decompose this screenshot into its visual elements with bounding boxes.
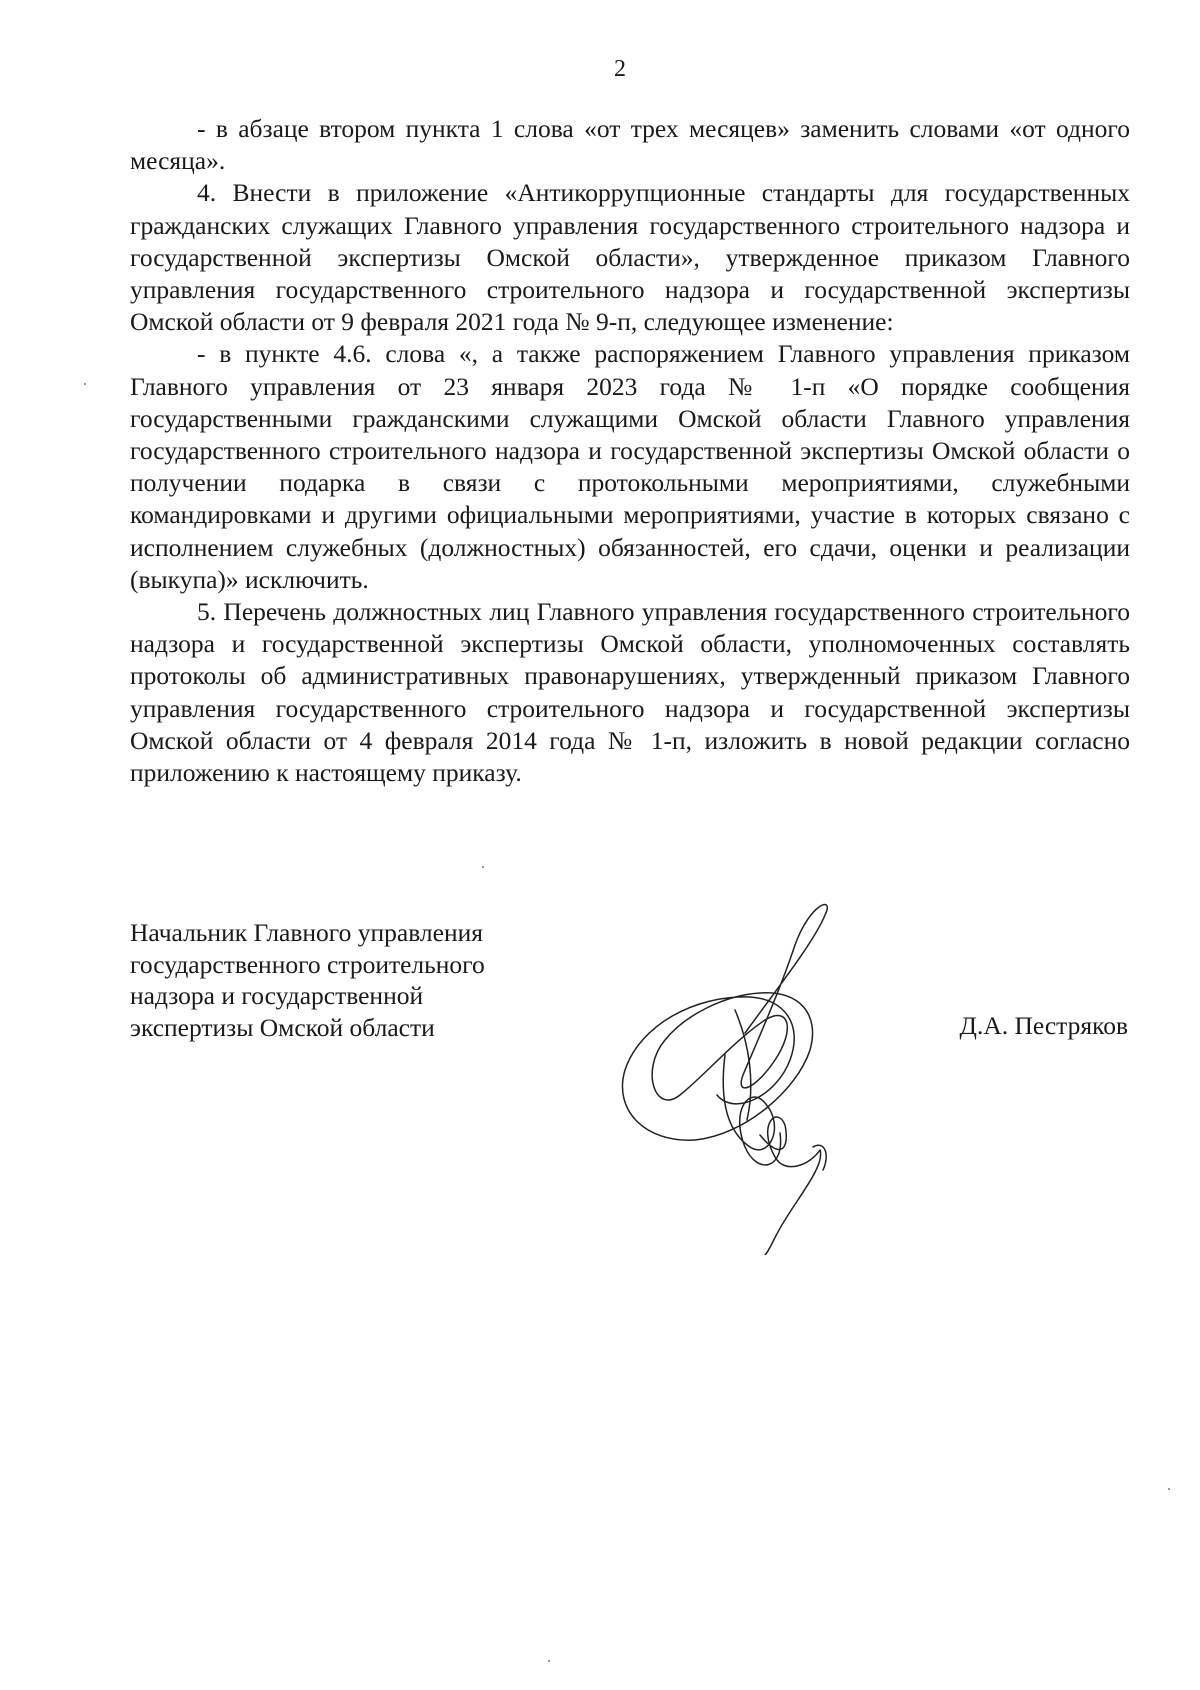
paragraph-3: - в пункте 4.6. слова «, а также распоряжением Главного управления приказом Главного управления от 23 января 2023 года № 1-п «О порядке сообщения государственными гражданскими служащими Омской области Главного управления государственного строительного надзора и государственной экспертизы Омской области о получении подарка в связи с протокольными мероприятиями, служебными командировками и другими официальными мероприятиями, участие в которых связано с исполнением служебных (должностных) обязанностей, его сдачи, оценки и реализации (выкупа)» исключить. — [130, 339, 1130, 594]
signer-title-line: экспертизы Омской области — [130, 1013, 435, 1043]
signer-name: Д.А. Пестряков — [959, 1011, 1128, 1040]
scan-speck — [548, 1660, 550, 1662]
signer-title — [130, 917, 550, 1044]
paragraph-1: - в абзаце втором пункта 1 слова «от трех месяцев» заменить словами «от одного месяца». — [130, 114, 1130, 176]
scan-speck — [84, 383, 86, 385]
document-body — [130, 113, 1130, 789]
scan-speck — [1168, 1488, 1170, 1490]
scan-speck — [482, 866, 484, 868]
signer-title-line: надзора и государственной — [130, 981, 424, 1011]
signer-title-line: государственного строительного — [130, 949, 485, 979]
paragraph-4: 5. Перечень должностных лиц Главного управления государственного строительного надзора и государственной экспертизы Омской области, уполномоченных составлять протоколы об административных правонарушениях, утвержденный приказом Главного управления государственного строительного надзора и государственной экспертизы Омской области от 4 февраля 2014 года № 1-п, изложить в новой редакции согласно приложению к настоящему приказу. — [130, 597, 1130, 788]
page-number: 2 — [614, 56, 626, 82]
signer-title-line: Начальник Главного управления — [130, 918, 483, 947]
handwritten-signature — [585, 885, 875, 1255]
paragraph-2: 4. Внести в приложение «Антикоррупционные стандарты для государственных гражданских служащих Главного управления государственного строительного надзора и государственной экспертизы Омской области», утвержденное приказом Главного управления государственного строительного надзора и государственной экспертизы Омской области от 9 февраля 2021 года № 9-п, следующее изменение: — [130, 178, 1130, 337]
